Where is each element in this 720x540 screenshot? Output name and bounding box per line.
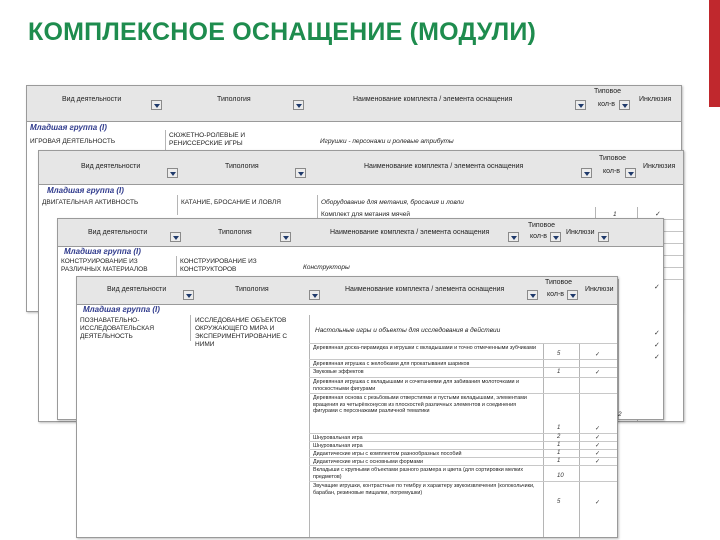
item-name: Деревянная основа с резьбовыми отверстиями и пустыми вкладышами, элементами вращения из четырёхконусов из плоскостей различных элементов и соединения фигурами с персонажами различной тематики [313,395,527,414]
filter-dropdown-typology[interactable] [309,290,320,300]
kit-items-list [309,343,617,537]
header-activity: Вид деятельности [81,163,141,170]
filter-dropdown-activity[interactable] [183,290,194,300]
item-name: Звуковые эффектов [313,369,364,375]
item-name: Шнуровальная игра [313,443,363,449]
item-count: 1 [557,369,561,375]
header-kit-name: Наименование комплекта / элемента оснащения [345,286,505,293]
kit-cell: Оборудование для метания, бросания и ловли [321,199,464,206]
list-item [309,393,617,434]
header-activity: Вид деятельности [88,229,148,236]
header-typical: Типовое [594,88,621,95]
count-cell: 1 [613,211,617,218]
filter-dropdown-activity[interactable] [170,232,181,242]
item-name: Вкладыши с крупными объектами разного размера и цвета (для сортировки мелких предметов) [313,467,524,480]
filter-dropdown-inclusion[interactable] [598,232,609,242]
check-mark: ✓ [655,211,661,218]
item-check: ✓ [595,500,601,506]
header-activity: Вид деятельности [107,286,167,293]
table-header [77,277,617,305]
filter-dropdown-typical[interactable] [567,290,578,300]
group-label: Младшая группа (I) [64,247,141,256]
filter-dropdown-kit[interactable] [527,290,538,300]
slide-title: КОМПЛЕКСНОЕ ОСНАЩЕНИЕ (МОДУЛИ) [28,18,537,46]
item-check: ✓ [595,451,601,457]
filter-dropdown-activity[interactable] [167,168,178,178]
kit-cell: Настольные игры и объекты для исследования в действии [315,327,501,334]
typology-cell: ИССЛЕДОВАНИЕ ОБЪЕКТОВ ОКРУЖАЮЩЕГО МИРА И ЭКСПЕРИМЕНТИРОВАНИЕ С НИМИ [195,317,288,348]
count-cell: 2 [618,411,622,418]
header-typical-count: кол-в [530,233,548,240]
kit-cell: Игрушки - персонажи и ролевые атрибуты [320,138,454,145]
activity-cell: ДВИГАТЕЛЬНАЯ АКТИВНОСТЬ [42,199,139,206]
header-inclusion-short: Инклюзи [585,286,614,293]
header-inclusion-short: Инклюзи [566,229,595,236]
group-label: Младшая группа (I) [30,123,107,132]
table-header [58,219,663,247]
list-item [309,377,617,394]
item-count: 1 [557,425,561,431]
table-header [27,86,681,122]
group-label: Младшая группа (I) [83,305,160,314]
header-typology: Типология [217,96,251,103]
spreadsheet-sheet-4 [76,276,618,538]
item-name: Дидактические игры с основными формами [313,459,424,465]
filter-dropdown-typology[interactable] [293,100,304,110]
list-item [309,343,617,360]
filter-dropdown-typical[interactable] [550,232,561,242]
header-typical-count: кол-в [598,101,616,108]
header-typical-count: кол-в [603,168,621,175]
header-typical: Типовое [545,279,572,286]
activity-cell: ПОЗНАВАТЕЛЬНО-ИССЛЕДОВАТЕЛЬСКАЯ ДЕЯТЕЛЬНОСТЬ [80,317,155,340]
filter-dropdown-kit[interactable] [508,232,519,242]
typology-cell: КОНСТРУИРОВАНИЕ ИЗ КОНСТРУКТОРОВ [180,258,257,273]
item-count: 1 [557,458,561,464]
item-count: 1 [557,442,561,448]
header-inclusion: Инклюзия [643,163,676,170]
list-item [309,465,617,482]
item-count: 2 [557,434,561,440]
header-typology: Типология [235,286,269,293]
filter-dropdown-activity[interactable] [151,100,162,110]
item-check: ✓ [595,370,601,376]
item-name: Деревянная игрушка с вкладышами и сочетаниями для забивания молоточками и плоскостными фигурами [313,379,520,392]
check-mark: ✓ [654,354,660,361]
activity-cell: КОНСТРУИРОВАНИЕ ИЗ РАЗЛИЧНЫХ МАТЕРИАЛОВ [61,258,148,273]
item-name: Деревянная игрушка с желобками для прокатывания шариков [313,361,470,367]
kit-cell: Конструкторы [303,264,350,271]
item-name: Дидактические игры с комплектом разнообразных пособий [313,451,462,457]
check-mark: ✓ [654,330,660,337]
header-typical-count: кол-в [547,291,565,298]
header-activity: Вид деятельности [62,96,122,103]
item-check: ✓ [595,352,601,358]
item-check: ✓ [595,443,601,449]
filter-dropdown-typical[interactable] [619,100,630,110]
item-check: ✓ [595,435,601,441]
header-kit-name: Наименование комплекта / элемента оснащения [364,163,524,170]
header-kit-name: Наименование комплекта / элемента оснащения [353,96,513,103]
item-count: 10 [557,473,564,479]
typology-cell: СЮЖЕТНО-РОЛЕВЫЕ И РЕНИССЕРСКИЕ ИГРЫ [169,132,246,147]
filter-dropdown-typical[interactable] [625,168,636,178]
typology-cell: КАТАНИЕ, БРОСАНИЕ И ЛОВЛЯ [181,199,281,206]
list-item [309,481,617,508]
activity-cell: ИГРОВАЯ ДЕЯТЕЛЬНОСТЬ [30,138,116,145]
item-count: 1 [557,450,561,456]
side-accent-bar [709,0,720,107]
filter-dropdown-kit[interactable] [581,168,592,178]
header-inclusion: Инклюзия [639,96,672,103]
filter-dropdown-typology[interactable] [295,168,306,178]
header-typical: Типовое [599,155,626,162]
table-header [39,151,683,185]
group-label: Младшая группа (I) [47,186,124,195]
item-name: Деревянная доска-пирамидка и игрушки с вкладышами и точно отмеченными зубчиками [313,345,536,351]
filter-dropdown-typology[interactable] [280,232,291,242]
header-typology: Типология [225,163,259,170]
item-count: 5 [557,499,561,505]
item-name: Шнуровальная игра [313,435,363,441]
item-check: ✓ [595,459,601,465]
filter-dropdown-kit[interactable] [575,100,586,110]
header-typical: Типовое [528,222,555,229]
check-mark: ✓ [654,284,660,291]
item-name: Звучащие игрушки, контрастные по тембру и характеру звукоизвлечения (колокольчики, барабан, резиновые пищалки, погремушки) [313,483,535,496]
header-typology: Типология [218,229,252,236]
check-mark: ✓ [654,342,660,349]
item-check: ✓ [595,426,601,432]
kit-cell-2: Комплект для метания мячей [321,211,410,218]
header-kit-name: Наименование комплекта / элемента оснащения [330,229,490,236]
item-count: 5 [557,351,561,357]
